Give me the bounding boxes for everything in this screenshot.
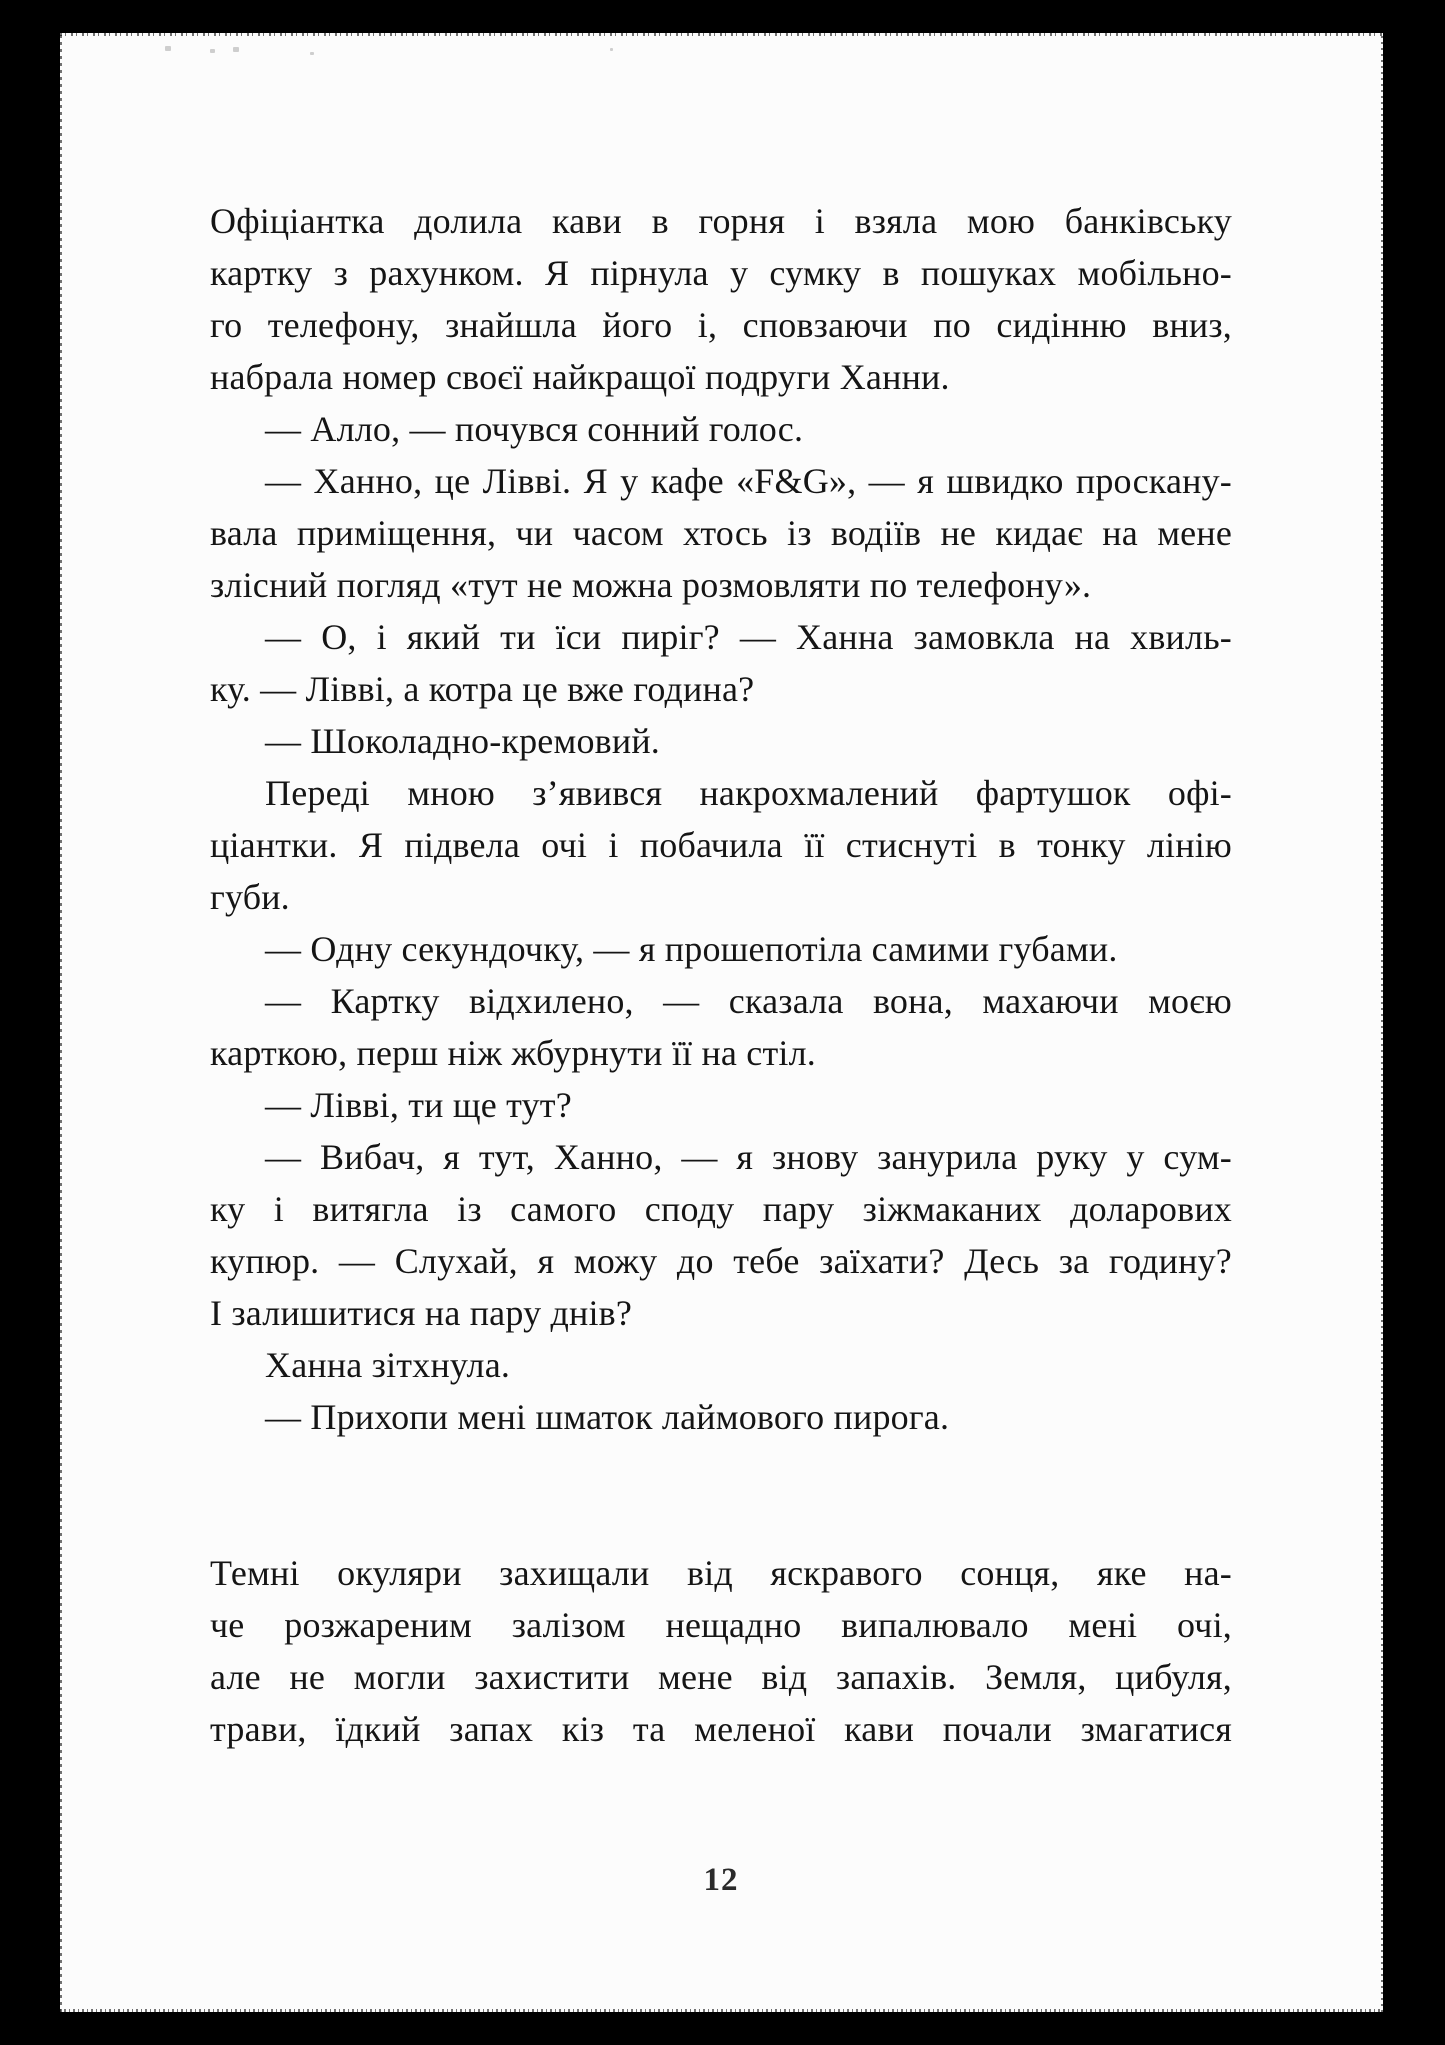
- text-line: — Ханно, це Лівві. Я у кафе «F&G», — я швидко проскану-: [265, 461, 1232, 501]
- scan-edge-noise-top: [60, 33, 1383, 36]
- scan-artifact: [610, 48, 613, 51]
- text-line: — Алло, — почувся сонний голос.: [265, 409, 804, 449]
- text-line: трави, їдкий запах кіз та меленої кави почали змагатися: [210, 1709, 1232, 1749]
- text-line: губи.: [210, 877, 290, 917]
- scan-artifact: [310, 52, 314, 55]
- scan-edge-noise-left: [60, 33, 62, 2012]
- scan-artifact: [165, 46, 171, 51]
- text-line: Переді мною з’явився накрохмалений фартушок офі-: [265, 773, 1232, 813]
- scan-edge-noise-bottom: [60, 2009, 1383, 2012]
- text-line: — Вибач, я тут, Ханно, — я знову занурила руку у сум-: [265, 1137, 1232, 1177]
- text-line: Офіціантка долила кави в горня і взяла мою банківську: [210, 201, 1232, 241]
- text-line: — Прихопи мені шматок лаймового пирога.: [265, 1397, 950, 1437]
- scan-artifact: [210, 49, 215, 53]
- text-line: — Шоколадно-кремовий.: [265, 721, 660, 761]
- text-line: Темні окуляри захищали від яскравого сонця, яке на-: [210, 1553, 1232, 1593]
- scan-edge-noise-right: [1381, 33, 1383, 2012]
- text-line: але не могли захистити мене від запахів. Земля, цибуля,: [210, 1657, 1232, 1697]
- text-line: карткою, перш ніж жбурнути її на стіл.: [210, 1033, 816, 1073]
- text-line: набрала номер своєї найкращої подруги Ханни.: [210, 357, 950, 397]
- text-line: — Лівві, ти ще тут?: [265, 1085, 572, 1125]
- text-line: ку і витягла із самого споду пару зіжмаканих доларових: [210, 1189, 1232, 1229]
- text-line: злісний погляд «тут не можна розмовляти по телефону».: [210, 565, 1092, 605]
- text-line: вала приміщення, чи часом хтось із водіїв не кидає на мене: [210, 513, 1232, 553]
- scan-artifact: [233, 47, 239, 52]
- text-line: — Одну секундочку, — я прошепотіла самими губами.: [265, 929, 1118, 969]
- body-text: [210, 195, 1232, 1755]
- text-line: ціантки. Я підвела очі і побачила її стиснуті в тонку лінію: [210, 825, 1232, 865]
- text-line: че розжареним залізом нещадно випалювало мені очі,: [210, 1605, 1232, 1645]
- text-line: — О, і який ти їси пиріг? — Ханна замовкла на хвиль-: [265, 617, 1232, 657]
- text-line: І залишитися на пару днів?: [210, 1293, 633, 1333]
- text-line: го телефону, знайшла його і, сповзаючи по сидінню вниз,: [210, 305, 1232, 345]
- text-line: Ханна зітхнула.: [265, 1345, 511, 1385]
- text-line: ку. — Лівві, а котра це вже година?: [210, 669, 755, 709]
- text-line: купюр. — Слухай, я можу до тебе заїхати? Десь за годину?: [210, 1241, 1232, 1281]
- page-number: 12: [703, 1862, 739, 1898]
- book-page: [60, 33, 1383, 2012]
- text-line: картку з рахунком. Я пірнула у сумку в пошуках мобільно-: [210, 253, 1232, 293]
- text-line: — Картку відхилено, — сказала вона, махаючи моєю: [265, 981, 1232, 1021]
